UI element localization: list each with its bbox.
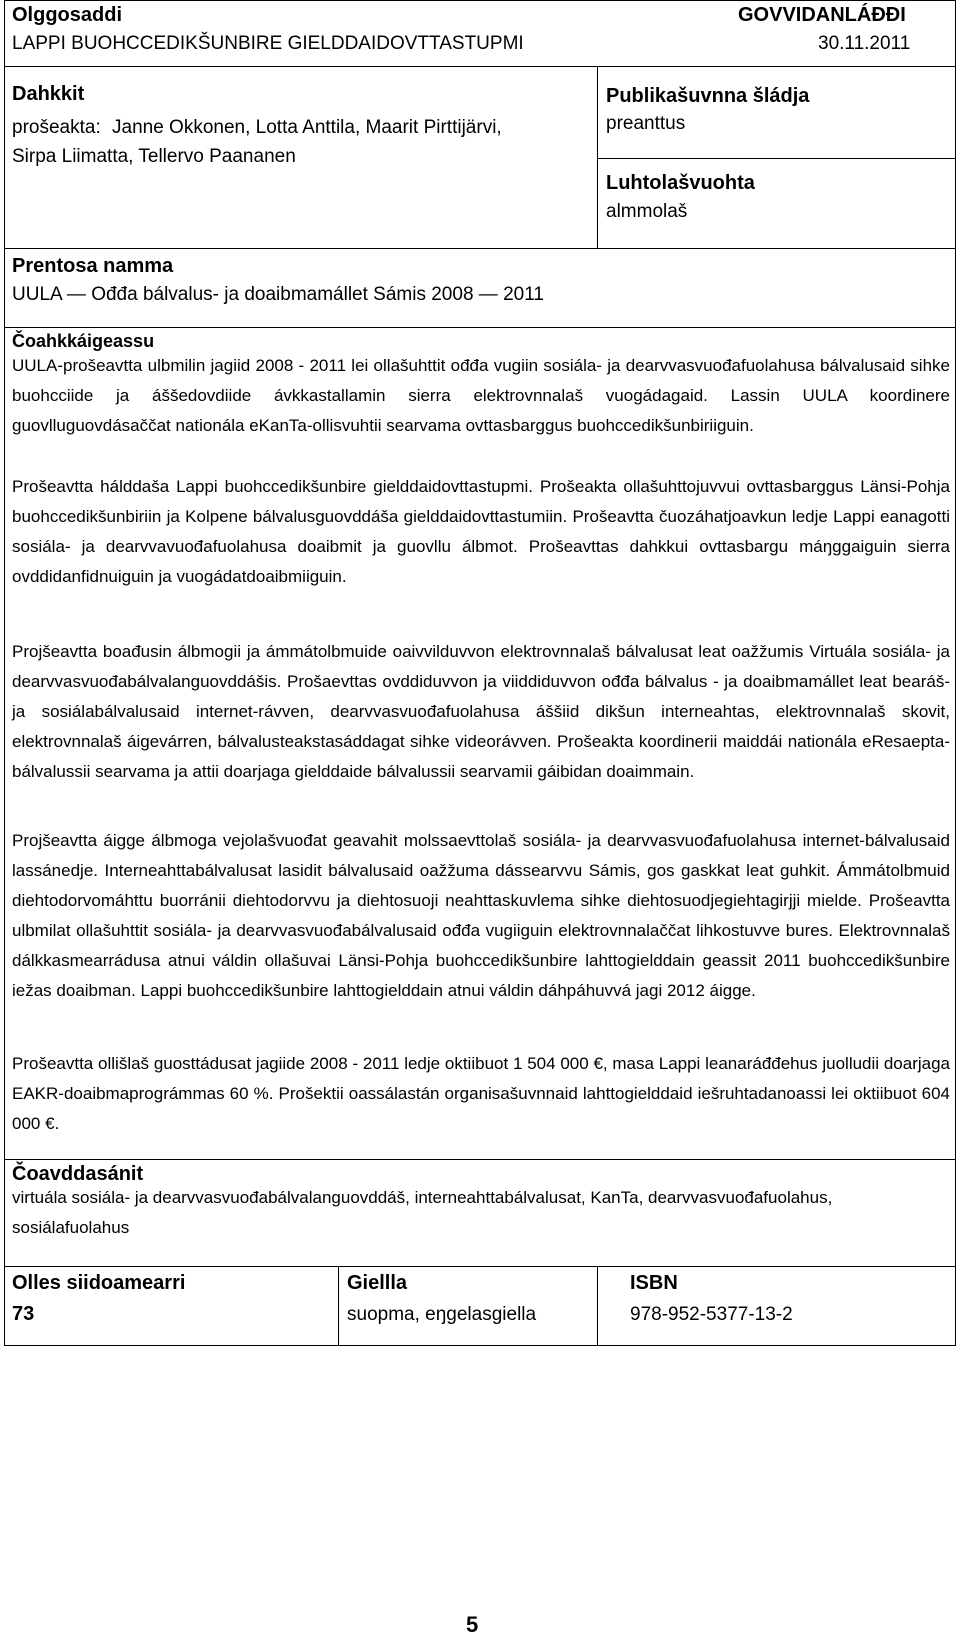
header-right-title: GOVVIDANLÁĐĐI <box>738 4 906 26</box>
authors-names-1: Janne Okkonen, Lotta Anttila, Maarit Pirttijärvi, <box>112 117 502 138</box>
series-value: preanttus <box>606 113 686 134</box>
divider-publication <box>597 158 956 159</box>
authors-line1 <box>12 117 502 139</box>
keywords-value: virtuála sosiála- ja dearvvasvuođabálvalanguovddáš, interneahttabálvalusat, KanTa, dearvvasvuođafuolahus, sosiálafuolahus <box>12 1188 833 1237</box>
print-title-label: Prentosa namma <box>12 255 174 277</box>
page-number: 5 <box>466 1612 479 1637</box>
print-title-value: UULA — Ođđa bálvalus- ja doaibmamállet Sámis 2008 — 2011 <box>12 284 544 305</box>
language-value: suopma, eŋgelasgiella <box>347 1304 537 1325</box>
abstract-paragraph-4: Projšeavtta áigge álbmoga vejolašvuođat geavahit molssaevttolaš sosiála- ja dearvvasvuođafuolahusa internet-bálvalusaid lassánedje. Interneahttabálvalusat lasidit bálvalusaid oažžuma dássearvvu Sámis, gos gaskkat leat guhkit. Ámmátolbmuid diehtodorvomáhttu buorránii diehtodorvvu ja diehtosuoji neahttaskuvlema sihke diehtosuodjegiehtagirjji mielde. Prošeavtta ulbmilat ollašuhttit sosiála- ja dearvvasvuođabálvalusaid ođđa vugiiguin elektrovnnalaččat lihkostuvve bures. Elektrovnnalaš dálkkasmearrádusa atnui váldin ollašuvai Länsi-Pohja buohccedikšunbire lahttogielddain geassit 2011 buohccedikšunbire iežas doaibman. Lappi buohccedikšunbire lahttogielddain atnui váldin dáhpáhuvvá jagi 2012 áigge. <box>12 831 950 1000</box>
keywords-label: Čoavddasánit <box>12 1163 144 1185</box>
abstract-paragraph-2: Prošeavtta hálddaša Lappi buohccedikšunbire gielddaidovttastupmi. Prošeakta ollašuhttojuvvui ovttasbarggus Länsi-Pohja buohccedikšunbiriin ja Kolpene bálvalusguovddáša gielddaidovttastumiin. Prošeavtta čuozáhatjoavkun ledje Lappi eanagotti sosiála- ja dearvvavuođafuolahusa doaibmit ja guovllu álbmot. Prošeavttas dahkkui ovttasbargu máŋggaiguin sierra ovddidanfidnuiguin ja vuogádatdoaibmiiguin. <box>12 477 950 586</box>
header-left-subtitle: LAPPI BUOHCCEDIKŠUNBIRE GIELDDAIDOVTTASTUPMI <box>12 33 524 54</box>
isbn-label: ISBN <box>630 1272 678 1294</box>
language-label: Giellla <box>347 1272 408 1294</box>
pages-value: 73 <box>12 1303 35 1325</box>
access-value: almmolaš <box>606 201 688 222</box>
divider-footer-2 <box>597 1266 598 1346</box>
abstract-label: Čoahkkáigeassu <box>12 331 155 351</box>
divider-keywords <box>4 1266 956 1267</box>
authors-prefix: prošeakta: <box>12 117 101 138</box>
divider-abstract <box>4 1159 956 1160</box>
access-label: Luhtolašvuohta <box>606 172 755 194</box>
divider-footer-1 <box>338 1266 339 1346</box>
series-label: Publikašuvnna šládja <box>606 85 810 107</box>
divider-authors-vertical <box>597 66 598 248</box>
pages-label: Olles siidoamearri <box>12 1272 186 1294</box>
isbn-value: 978-952-5377-13-2 <box>630 1304 793 1325</box>
authors-line2: Sirpa Liimatta, Tellervo Paananen <box>12 146 296 167</box>
authors-label: Dahkkit <box>12 83 85 105</box>
divider-print-title <box>4 327 956 328</box>
abstract-paragraph-5: Prošeavtta ollišlaš guosttádusat jagiide 2008 - 2011 ledje oktiibuot 1 504 000 €, masa Lappi leanaráđđehus juolludii doarjaga EAKR-doaibmaprográmmas 60 %. Prošektii oassálastán organisašuvnnaid lahttogielddaid iešruhtadanoassi lei oktiibuot 604 000 €. <box>12 1054 950 1133</box>
abstract-paragraph-3: Projšeavtta boađusin álbmogii ja ámmátolbmuide oaivvilduvvon elektrovnnalaš bálvalusat leat oažžumis Virtuála sosiála- ja dearvvasvuođabálvalanguovddášis. Prošaevttas ovddiduvvon ja viiddiduvvon ođđa bálvalus - ja doaibmamállet leat bearáš- ja sosiálabálvalusaid internet-rávven, dearvvasvuođafuolahusa áššiid dikšun interneahtas, elektrovnnalaš skovit, elektrovnnalaš áigevárren, bálvalusteakstasáddagat sihke videorávven. Prošeakta koordinerii maiddái nationála eResaepta-bálvalussii searvama ja attii doarjaga gielddaide bálvalussii searvamii gáibidan doaimmain. <box>12 642 950 781</box>
abstract-paragraph-1: UULA-prošeavtta ulbmilin jagiid 2008 - 2011 lei ollašuhttit ođđa vugiin sosiála- ja dearvvasvuođafuolahusa bálvalusaid sihke buohcciide ja áššedovdiide ávkkastallamin sierra elektrovnnalaš vuogádagaid. Lassin UULA koordinere guovlluguovdásaččat nationála eKanTa-ollisvuhtii searvama ovttasbarggus buohccedikšunbiriiguin. <box>12 356 950 435</box>
header-left-title: Olggosaddi <box>12 4 122 26</box>
divider-authors <box>4 248 956 249</box>
header-date: 30.11.2011 <box>818 33 911 54</box>
divider-header <box>4 66 956 67</box>
